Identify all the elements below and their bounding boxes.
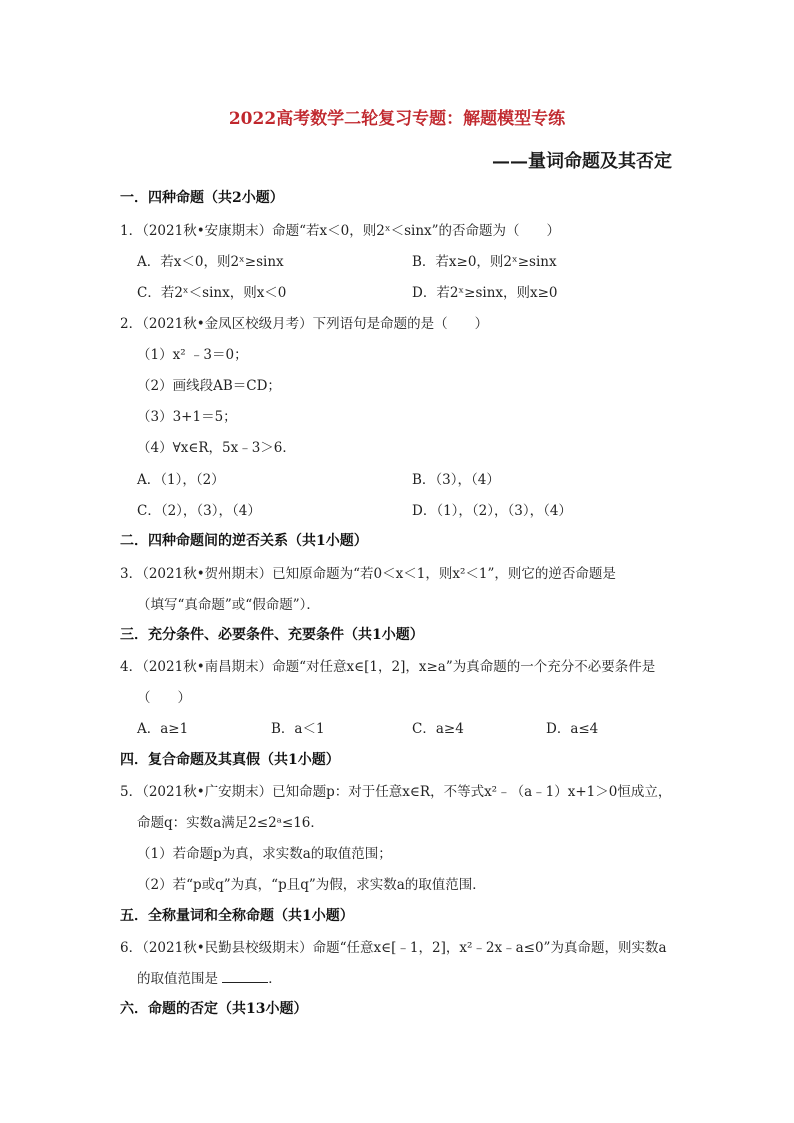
question-3-line-1: 3．（2021秋•贺州期末）已知原命题为“若0＜x＜1，则x²＜1”，则它的逆否命题是	[120, 566, 616, 582]
section-heading-1: 一．四种命题（共2小题）	[120, 190, 284, 206]
question-4-line-2: （ ）	[137, 690, 191, 706]
question-1-option-b: B．若x≥0，则2ˣ≥sinx	[412, 254, 557, 270]
question-6-line-1: 6．（2021秋•民勤县校级期末）命题“任意x∈[﹣1，2]，x²﹣2x﹣a≤0”为真命题，则实数a	[120, 940, 667, 956]
question-5-line-1: 5．（2021秋•广安期末）已知命题p：对于任意x∈R，不等式x²﹣（a﹣1）x+1＞0恒成立，	[120, 784, 672, 800]
question-2-option-c: C．（2），（3），（4）	[137, 503, 261, 519]
question-6-line-2	[137, 967, 282, 987]
question-6-line-2-text: 的取值范围是	[137, 971, 218, 987]
question-5-line-2: 命题q：实数a满足2≤2ᵃ≤16．	[137, 815, 324, 831]
question-3-line-2: （填写“真命题”或“假命题”）．	[137, 597, 320, 613]
question-2-stem: 2．（2021秋•金凤区校级月考）下列语句是命题的是（ ）	[120, 316, 489, 332]
question-5-line-4: （2）若“p或q”为真，“p且q”为假，求实数a的取值范围．	[137, 877, 486, 893]
question-4-option-d: D．a≤4	[546, 721, 599, 737]
question-1-option-c: C．若2ˣ＜sinx，则x＜0	[137, 285, 287, 301]
document-subtitle: ——量词命题及其否定	[492, 151, 672, 172]
question-1-option-a: A．若x＜0，则2ˣ≥sinx	[137, 254, 284, 270]
section-heading-4: 四．复合命题及其真假（共1小题）	[120, 752, 340, 768]
answer-blank	[222, 970, 268, 983]
question-6-line-2-end: ．	[268, 971, 282, 987]
section-heading-6: 六．命题的否定（共13小题）	[120, 1001, 308, 1017]
document-title: 2022高考数学二轮复习专题：解题模型专练	[228, 109, 566, 129]
question-2-statement-2: （2）画线段AB＝CD；	[137, 378, 281, 394]
section-heading-5: 五．全称量词和全称命题（共1小题）	[120, 908, 354, 924]
question-4-option-b: B．a＜1	[271, 721, 325, 737]
question-2-statement-1: （1）x² ﹣3＝0；	[137, 347, 248, 363]
question-2-option-b: B．（3），（4）	[412, 472, 500, 488]
question-2-option-d: D．（1），（2），（3），（4）	[412, 503, 572, 519]
question-2-statement-4: （4）∀x∈R，5x﹣3＞6．	[137, 440, 296, 456]
question-1-stem: 1．（2021秋•安康期末）命题“若x＜0，则2ˣ＜sinx”的否命题为（ ）	[120, 223, 561, 239]
section-heading-2: 二．四种命题间的逆否关系（共1小题）	[120, 533, 368, 549]
section-heading-3: 三．充分条件、必要条件、充要条件（共1小题）	[120, 627, 424, 643]
question-5-line-3: （1）若命题p为真，求实数a的取值范围；	[137, 846, 392, 862]
question-4-option-c: C．a≥4	[412, 721, 464, 737]
question-2-statement-3: （3）3+1＝5；	[137, 409, 237, 425]
question-4-option-a: A．a≥1	[137, 721, 189, 737]
question-4-line-1: 4．（2021秋•南昌期末）命题“对任意x∈[1，2]，x≥a”为真命题的一个充分不必要条件是	[120, 659, 656, 675]
question-2-option-a: A．（1），（2）	[137, 472, 225, 488]
question-1-option-d: D．若2ˣ≥sinx，则x≥0	[412, 285, 558, 301]
